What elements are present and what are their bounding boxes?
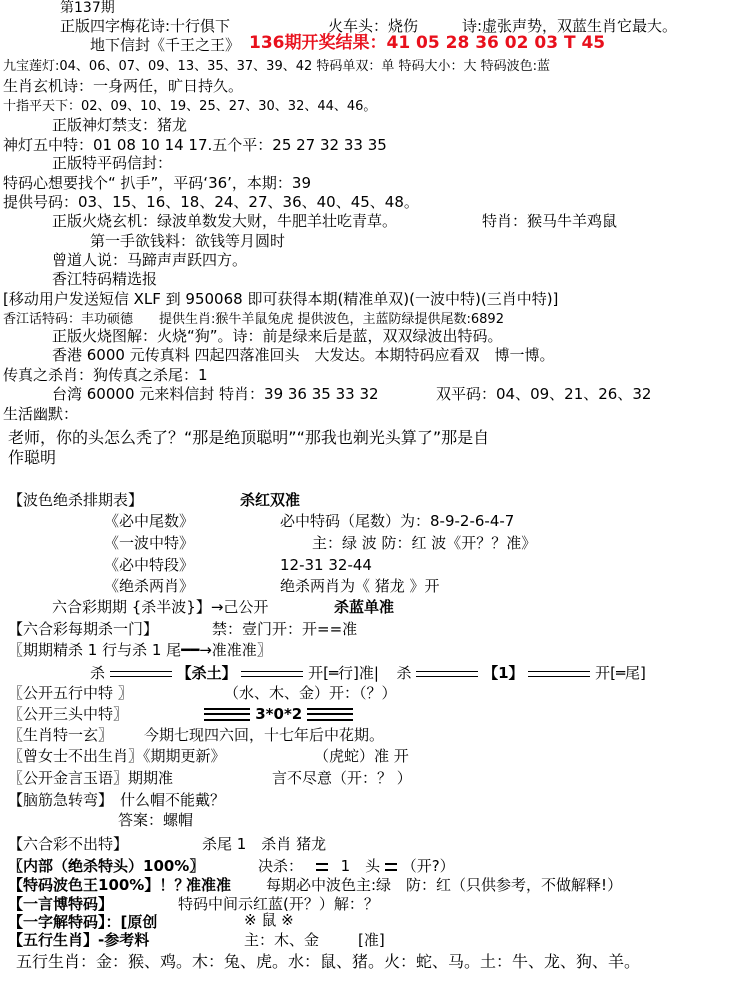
inside-kill-head-label: 〖内部（绝杀特头）100%〗 (8, 857, 205, 875)
half-wave-kill: 六合彩期期 {杀半波}】→己公开 (52, 598, 269, 616)
five-zodiac-main: 主：木、金 (244, 931, 320, 949)
double-line-decoration (110, 671, 172, 677)
three-heads-value: 3*0*2 (255, 705, 303, 723)
kill-label-2: 杀 (396, 664, 412, 682)
envelope-title: 正版特平码信封： (52, 154, 173, 172)
taiwan-envelope: 台湾 60000 元来料信封 特肖：39 36 35 33 32 (52, 385, 379, 403)
open-tail: 开[═尾] (595, 664, 646, 682)
lamp-five-numbers: 神灯五中特：01 08 10 14 17.五个平：25 27 32 33 35 (3, 136, 387, 154)
ms-zeng-label: 〖曾女士不出生肖〗《期期更新》 (8, 747, 226, 765)
zodiac-mystery-poem: 生肖玄机诗：一身两任，旷日持久。 (3, 77, 244, 95)
provided-numbers: 提供号码：03、15、16、18、24、27、36、40、45、48。 (3, 193, 419, 211)
one-wave-value: 主：绿 波 防：红 波《开？？准》 (312, 534, 537, 552)
double-flat-numbers: 双平码：04、09、21、26、32 (436, 385, 652, 403)
decisive-kill: 决杀： (258, 857, 304, 875)
taoist-saying: 曾道人说：马蹄声声跃四方。 (52, 251, 248, 269)
double-line-decoration (241, 671, 303, 677)
must-range-value: 12-31 32-44 (280, 556, 372, 574)
must-tail-label: 《必中尾数》 (104, 512, 195, 530)
open-element: 开[═行]准| (308, 664, 379, 682)
lotus-lamp-numbers: 九宝莲灯:04、06、07、09、13、35、37、39、42 特码单双：单 特码大小：大 特码波色:蓝 (3, 59, 551, 74)
issue-number: 第137期 (60, 0, 115, 16)
color-king-label: 【特码波色王100%】！？ (8, 876, 190, 894)
kill-blue-title: 杀蓝单准 (334, 598, 395, 616)
inside-kill-head-row (258, 858, 455, 875)
one-char-value: ※ 鼠 ※ (244, 911, 294, 929)
ms-zeng-value: （虎蛇）准 开 (314, 747, 409, 765)
first-hand-tip: 第一手欲钱料：欲钱等月圆时 (90, 232, 286, 250)
five-element-value: （水、木、金）开：（？） (224, 684, 397, 702)
five-element-label: 〖公开五行中特 〗 (8, 684, 133, 702)
sms-promo: [移动用户发送短信 XLF 到 950068 即可获得本期(精准单双)(一波中特)(三肖中特)] (3, 290, 559, 308)
hongkong-fax: 香港 6000 元传真料 四起四落准回头 大发达。本期特码应看双 博一博。 (52, 346, 555, 364)
riddle-label: 【脑筋急转弯】 (8, 791, 114, 809)
kill-label-1: 杀 (90, 664, 106, 682)
triple-bar-decoration (204, 708, 250, 721)
must-tail-value: 必中特码（尾数）为：8-9-2-6-4-7 (280, 512, 515, 530)
three-heads-row (204, 706, 353, 723)
color-king-accurate: 准准准 (186, 876, 232, 894)
kill-two-label: 《绝杀两肖》 (104, 577, 195, 595)
one-wave-label: 《一波中特》 (104, 534, 195, 552)
color-kill-title: 【波色绝杀排期表】 (8, 491, 144, 509)
plum-poem: 正版四字梅花诗:十行俱下 (60, 17, 231, 35)
no-special-value: 杀尾 1 杀肖 猪龙 (202, 835, 327, 853)
color-king-value: 每期必中波色主:绿 防：红（只供参考，不做解释!） (266, 876, 623, 894)
xiangjiang-tip: 香江话特码：丰功硕德 提供生肖:猴牛羊鼠兔虎 提供波色，主蓝防绿提供尾数:6892 (3, 312, 504, 327)
kill-red-title: 杀红双准 (240, 491, 301, 509)
kill-two-value: 绝杀两肖为《 猪龙 》开 (280, 577, 440, 595)
ten-fingers-numbers: 十指平天下：02、09、10、19、25、27、30、32、44、46。 (3, 99, 377, 114)
must-range-label: 《必中特段》 (104, 556, 195, 574)
kill-head-open: （开?） (401, 857, 455, 875)
kill-one-door-value: 禁：壹门开：开==准 (212, 620, 358, 638)
hongkong-report-title: 香江特码精选报 (52, 270, 158, 288)
kill-element-row (90, 665, 646, 682)
kill-earth-tag: 【杀土】 (176, 664, 237, 682)
kill-head-number: 1 头 (340, 857, 381, 875)
five-zodiac-accurate: [准] (358, 931, 385, 949)
one-word-bet-label: 【一言博特码】 (8, 895, 114, 913)
golden-words-value: 言不尽意（开：？ ） (272, 769, 412, 787)
triple-bar-decoration (307, 708, 353, 721)
double-line-decoration (416, 671, 478, 677)
three-heads-label: 〖公开三头中特〗 (8, 705, 129, 723)
fire-diagram: 正版火烧图解：火烧“狗”。诗：前是绿来后是蓝，双双绿波出特码。 (52, 327, 503, 345)
no-special-label: 【六合彩不出特】 (8, 835, 129, 853)
precise-kill-title: 〖期期精杀 1 行与杀 1 尾━━→准准准〗 (8, 641, 272, 659)
fire-mystery: 正版火烧玄机：绿波单数发大财，牛肥羊壮吃青草。 (52, 212, 398, 230)
train-head: 火车头：烧伤 (328, 17, 419, 35)
zodiac-mystery-value: 今期七现四六回，十七年后中花期。 (144, 726, 385, 744)
zodiac-mystery-label: 〖生肖特一玄〗 (8, 726, 114, 744)
humor-title: 生活幽默： (3, 405, 79, 423)
five-zodiac-label: 【五行生肖】-参考料 (8, 931, 150, 949)
special-zodiac: 特肖：猴马牛羊鸡鼠 (482, 212, 618, 230)
humor-joke-end: 作聪明 (8, 448, 57, 467)
one-word-bet-value: 特码中间示红蓝(开？）解：？ (178, 895, 379, 913)
underground-envelope: 地下信封《千王之王》 (90, 36, 241, 54)
pickpocket-hint: 特码心想要找个“ 扒手”，平码‘36’，本期：39 (3, 174, 312, 192)
golden-words-label: 〖公开金言玉语〗期期准 (8, 769, 174, 787)
poem-line: 诗:虚张声势，双蓝生肖它最大。 (462, 17, 678, 35)
lamp-forbidden: 正版神灯禁支：猪龙 (52, 116, 188, 134)
riddle-question: 什么帽不能戴？ (120, 791, 226, 809)
five-zodiac-list: 五行生肖：金：猴、鸡。木：兔、虎。水：鼠、猪。火：蛇、马。土：牛、龙、狗、羊。 (16, 952, 641, 971)
equals-decoration (316, 863, 328, 871)
equals-decoration (385, 863, 397, 871)
one-char-label: 【一字解特码】：[原创 (8, 913, 158, 931)
draw-result: 136期开奖结果：41 05 28 36 02 03 T 45 (249, 33, 606, 53)
kill-one-door-label: 【六合彩每期杀一门】 (8, 620, 159, 638)
kill-tail-tag: 【1】 (483, 664, 524, 682)
fax-kill: 传真之杀肖：狗传真之杀尾：1 (3, 366, 208, 384)
riddle-answer: 答案：螺帽 (118, 811, 194, 829)
double-line-decoration (528, 671, 590, 677)
humor-joke: 老师，你的头怎么秃了？“那是绝顶聪明”“那我也剃光头算了”那是自 (8, 428, 490, 447)
